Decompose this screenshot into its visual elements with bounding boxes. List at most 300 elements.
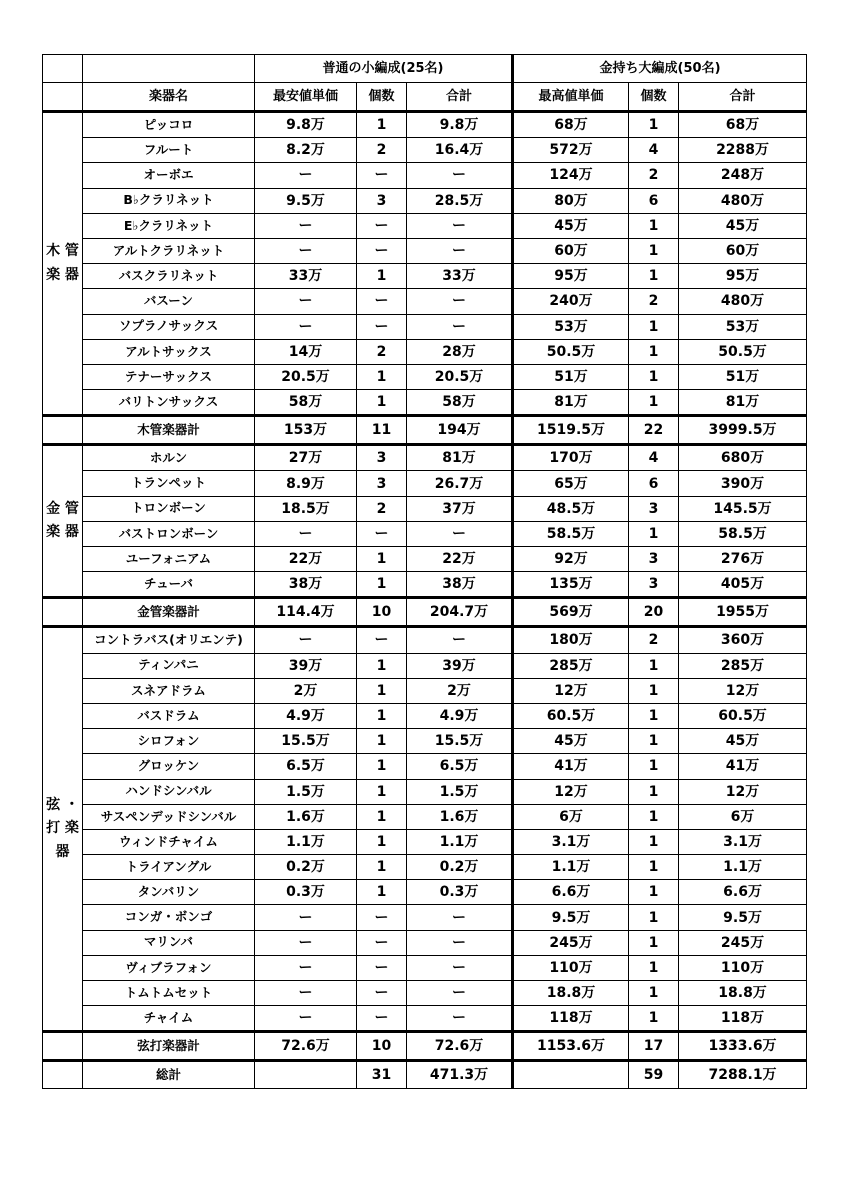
small-count-cell: ー: [357, 905, 407, 930]
max-unit-price-cell: 48.5万: [513, 496, 629, 521]
small-count-cell: 1: [357, 390, 407, 416]
min-unit-price-cell: 15.5万: [255, 729, 357, 754]
large-count-cell: 6: [629, 471, 679, 496]
large-total-cell: 248万: [679, 163, 807, 188]
small-total-cell: 194万: [407, 416, 513, 445]
large-total-cell: 6万: [679, 804, 807, 829]
small-total-cell: 26.7万: [407, 471, 513, 496]
instrument-name-cell: 弦打楽器計: [83, 1032, 255, 1061]
small-total-cell: ー: [407, 289, 513, 314]
small-count-cell: ー: [357, 981, 407, 1006]
section-label: 金 管 楽 器: [43, 445, 83, 598]
min-unit-price-cell: 20.5万: [255, 364, 357, 389]
min-unit-price-cell: ー: [255, 1006, 357, 1032]
instrument-name-cell: トムトムセット: [83, 981, 255, 1006]
large-total-cell: 45万: [679, 729, 807, 754]
small-count-cell: 31: [357, 1061, 407, 1089]
instrument-name-cell: チューバ: [83, 572, 255, 598]
large-total-cell: 60万: [679, 238, 807, 263]
max-unit-price-cell: 6万: [513, 804, 629, 829]
small-count-cell: 3: [357, 188, 407, 213]
max-unit-price-cell: 80万: [513, 188, 629, 213]
min-unit-price-cell: 2万: [255, 678, 357, 703]
large-count-cell: 1: [629, 955, 679, 980]
min-unit-price-cell: ー: [255, 905, 357, 930]
large-count-cell: 1: [629, 390, 679, 416]
table-row: [43, 1006, 807, 1032]
instrument-name-cell: E♭クラリネット: [83, 213, 255, 238]
min-unit-price-cell: 58万: [255, 390, 357, 416]
max-unit-price-cell: 60万: [513, 238, 629, 263]
large-total-cell: 12万: [679, 779, 807, 804]
small-count-cell: 1: [357, 703, 407, 728]
small-count-cell: 1: [357, 112, 407, 138]
instrument-name-cell: トロンボーン: [83, 496, 255, 521]
large-count-cell: 1: [629, 804, 679, 829]
large-total-cell: 2288万: [679, 138, 807, 163]
table-row: [43, 188, 807, 213]
table-row: [43, 829, 807, 854]
min-unit-price-cell: ー: [255, 930, 357, 955]
max-unit-price-cell: 50.5万: [513, 339, 629, 364]
large-count-cell: 2: [629, 163, 679, 188]
max-unit-price-cell: 285万: [513, 653, 629, 678]
max-unit-price-cell: 60.5万: [513, 703, 629, 728]
large-total-cell: 7288.1万: [679, 1061, 807, 1089]
min-unit-price-cell: 1.5万: [255, 779, 357, 804]
large-count-cell: 2: [629, 627, 679, 653]
large-count-cell: 6: [629, 188, 679, 213]
small-count-cell: 3: [357, 445, 407, 471]
small-count-cell: 10: [357, 598, 407, 627]
table-row: [43, 163, 807, 188]
table-row: [43, 264, 807, 289]
blank-label-cell: [43, 416, 83, 445]
small-total-cell: 9.8万: [407, 112, 513, 138]
instrument-name-cell: バストロンボーン: [83, 521, 255, 546]
table-row: [43, 445, 807, 471]
min-unit-price-cell: 72.6万: [255, 1032, 357, 1061]
small-count-cell: ー: [357, 930, 407, 955]
subtotal-row: [43, 1032, 807, 1061]
large-total-cell: 480万: [679, 188, 807, 213]
small-count-cell: 1: [357, 855, 407, 880]
large-count-cell: 1: [629, 238, 679, 263]
instrument-name-cell: ティンパニ: [83, 653, 255, 678]
small-total-cell: 81万: [407, 445, 513, 471]
max-unit-price-cell: 58.5万: [513, 521, 629, 546]
large-total-cell: 81万: [679, 390, 807, 416]
table-row: [43, 754, 807, 779]
table-row: [43, 390, 807, 416]
max-unit-price-cell: 180万: [513, 627, 629, 653]
small-total-cell: 1.5万: [407, 779, 513, 804]
min-unit-price-cell: 8.9万: [255, 471, 357, 496]
large-total-header: 合計: [679, 83, 807, 112]
table-row: [43, 880, 807, 905]
max-unit-price-cell: 12万: [513, 678, 629, 703]
large-total-cell: 405万: [679, 572, 807, 598]
min-unit-price-cell: 9.5万: [255, 188, 357, 213]
table-row: [43, 930, 807, 955]
instrument-name-cell: コンガ・ボンゴ: [83, 905, 255, 930]
small-total-cell: 38万: [407, 572, 513, 598]
max-unit-price-cell: 92万: [513, 547, 629, 572]
table-row: [43, 496, 807, 521]
min-unit-price-cell: 4.9万: [255, 703, 357, 728]
large-total-cell: 480万: [679, 289, 807, 314]
table-row: [43, 627, 807, 653]
large-total-cell: 276万: [679, 547, 807, 572]
min-unit-price-cell: [255, 1061, 357, 1089]
large-count-cell: 1: [629, 729, 679, 754]
table-row: [43, 547, 807, 572]
large-count-cell: 1: [629, 880, 679, 905]
corner-cell: [43, 55, 83, 83]
blank-label-cell: [43, 1061, 83, 1089]
table-row: [43, 678, 807, 703]
table-row: [43, 905, 807, 930]
large-count-cell: 1: [629, 855, 679, 880]
small-total-cell: 28万: [407, 339, 513, 364]
table-row: [43, 238, 807, 263]
large-total-cell: 68万: [679, 112, 807, 138]
large-count-cell: 4: [629, 445, 679, 471]
instrument-name-cell: アルトサックス: [83, 339, 255, 364]
instrument-name-cell: バスーン: [83, 289, 255, 314]
large-count-cell: 1: [629, 653, 679, 678]
large-count-cell: 1: [629, 339, 679, 364]
small-total-cell: ー: [407, 521, 513, 546]
small-total-cell: 15.5万: [407, 729, 513, 754]
large-total-cell: 245万: [679, 930, 807, 955]
large-group-header: 金持ち大編成(50名): [513, 55, 807, 83]
small-count-cell: 1: [357, 804, 407, 829]
small-count-cell: 1: [357, 779, 407, 804]
small-total-cell: 4.9万: [407, 703, 513, 728]
instrument-name-cell: チャイム: [83, 1006, 255, 1032]
large-total-cell: 390万: [679, 471, 807, 496]
max-unit-price-cell: 110万: [513, 955, 629, 980]
min-unit-price-cell: 114.4万: [255, 598, 357, 627]
small-count-cell: 1: [357, 729, 407, 754]
max-unit-price-cell: 1153.6万: [513, 1032, 629, 1061]
table-row: [43, 289, 807, 314]
large-count-cell: 1: [629, 364, 679, 389]
grand-total-row: [43, 1061, 807, 1089]
large-total-cell: 50.5万: [679, 339, 807, 364]
large-total-cell: 1333.6万: [679, 1032, 807, 1061]
small-total-cell: ー: [407, 1006, 513, 1032]
corner-cell: [43, 83, 83, 112]
max-unit-price-cell: 572万: [513, 138, 629, 163]
min-unit-price-cell: ー: [255, 314, 357, 339]
small-total-cell: ー: [407, 981, 513, 1006]
table-row: [43, 471, 807, 496]
small-total-cell: 16.4万: [407, 138, 513, 163]
min-unit-price-cell: ー: [255, 289, 357, 314]
section-label: 木 管 楽 器: [43, 112, 83, 416]
min-unit-price-cell: 6.5万: [255, 754, 357, 779]
instrument-name-cell: コントラバス(オリエンテ): [83, 627, 255, 653]
min-unit-price-cell: 9.8万: [255, 112, 357, 138]
small-count-cell: ー: [357, 238, 407, 263]
small-total-cell: 28.5万: [407, 188, 513, 213]
large-count-cell: 1: [629, 1006, 679, 1032]
blank-label-cell: [43, 1032, 83, 1061]
max-unit-price-cell: 245万: [513, 930, 629, 955]
small-count-cell: 2: [357, 496, 407, 521]
large-count-cell: 1: [629, 314, 679, 339]
max-unit-price-cell: 95万: [513, 264, 629, 289]
instrument-name-cell: ヴィブラフォン: [83, 955, 255, 980]
max-unit-price-cell: 53万: [513, 314, 629, 339]
max-unit-price-cell: 81万: [513, 390, 629, 416]
max-unit-price-cell: 51万: [513, 364, 629, 389]
large-count-cell: 17: [629, 1032, 679, 1061]
large-count-cell: 1: [629, 905, 679, 930]
instrument-name-cell: バリトンサックス: [83, 390, 255, 416]
instrument-name-cell: フルート: [83, 138, 255, 163]
blank-label-cell: [43, 598, 83, 627]
max-unit-price-cell: 6.6万: [513, 880, 629, 905]
large-count-cell: 20: [629, 598, 679, 627]
table-row: [43, 855, 807, 880]
instrument-name-cell: 木管楽器計: [83, 416, 255, 445]
instrument-name-cell: オーボエ: [83, 163, 255, 188]
section-label: 弦 ・ 打 楽 器: [43, 627, 83, 1032]
small-total-cell: 1.1万: [407, 829, 513, 854]
large-count-cell: 1: [629, 521, 679, 546]
table-row: [43, 213, 807, 238]
table-row: [43, 521, 807, 546]
instrument-name-cell: バスクラリネット: [83, 264, 255, 289]
small-count-cell: 2: [357, 339, 407, 364]
instrument-name-cell: B♭クラリネット: [83, 188, 255, 213]
small-total-cell: ー: [407, 213, 513, 238]
column-header-row: [43, 83, 807, 112]
instrument-name-cell: トランペット: [83, 471, 255, 496]
max-unit-price-cell: 18.8万: [513, 981, 629, 1006]
small-total-cell: ー: [407, 314, 513, 339]
max-unit-price-cell: 9.5万: [513, 905, 629, 930]
small-total-cell: 471.3万: [407, 1061, 513, 1089]
max-unit-price-cell: 12万: [513, 779, 629, 804]
instrument-budget-table: [42, 54, 807, 1089]
large-total-cell: 3.1万: [679, 829, 807, 854]
max-unit-price-cell: [513, 1061, 629, 1089]
subtotal-row: [43, 416, 807, 445]
max-unit-price-cell: 118万: [513, 1006, 629, 1032]
instrument-name-cell: ソプラノサックス: [83, 314, 255, 339]
small-total-cell: 0.3万: [407, 880, 513, 905]
small-total-cell: 39万: [407, 653, 513, 678]
large-total-cell: 60.5万: [679, 703, 807, 728]
small-total-cell: 72.6万: [407, 1032, 513, 1061]
large-count-cell: 1: [629, 779, 679, 804]
large-count-cell: 1: [629, 930, 679, 955]
small-total-cell: 58万: [407, 390, 513, 416]
large-count-cell: 1: [629, 213, 679, 238]
min-unit-price-header: 最安値単価: [255, 83, 357, 112]
table-row: [43, 779, 807, 804]
instrument-name-cell: グロッケン: [83, 754, 255, 779]
large-count-cell: 1: [629, 112, 679, 138]
instrument-name-cell: テナーサックス: [83, 364, 255, 389]
small-count-cell: ー: [357, 627, 407, 653]
instrument-name-cell: トライアングル: [83, 855, 255, 880]
large-total-cell: 12万: [679, 678, 807, 703]
min-unit-price-cell: ー: [255, 163, 357, 188]
min-unit-price-cell: ー: [255, 627, 357, 653]
min-unit-price-cell: 0.2万: [255, 855, 357, 880]
small-total-cell: 0.2万: [407, 855, 513, 880]
large-count-header: 個数: [629, 83, 679, 112]
large-total-cell: 145.5万: [679, 496, 807, 521]
large-total-cell: 45万: [679, 213, 807, 238]
small-count-cell: 1: [357, 364, 407, 389]
group-header-row: [43, 55, 807, 83]
large-count-cell: 1: [629, 264, 679, 289]
large-total-cell: 3999.5万: [679, 416, 807, 445]
small-total-cell: 1.6万: [407, 804, 513, 829]
small-count-cell: 3: [357, 471, 407, 496]
min-unit-price-cell: 18.5万: [255, 496, 357, 521]
large-total-cell: 18.8万: [679, 981, 807, 1006]
small-total-cell: 6.5万: [407, 754, 513, 779]
small-total-cell: 37万: [407, 496, 513, 521]
max-unit-price-cell: 68万: [513, 112, 629, 138]
large-count-cell: 3: [629, 547, 679, 572]
instrument-name-cell: ピッコロ: [83, 112, 255, 138]
small-total-cell: ー: [407, 163, 513, 188]
small-count-cell: 1: [357, 880, 407, 905]
small-group-header: 普通の小編成(25名): [255, 55, 513, 83]
small-count-cell: 1: [357, 547, 407, 572]
max-unit-price-cell: 124万: [513, 163, 629, 188]
min-unit-price-cell: ー: [255, 213, 357, 238]
large-count-cell: 1: [629, 829, 679, 854]
min-unit-price-cell: 0.3万: [255, 880, 357, 905]
small-count-cell: 2: [357, 138, 407, 163]
instrument-name-cell: スネアドラム: [83, 678, 255, 703]
max-unit-price-cell: 135万: [513, 572, 629, 598]
large-total-cell: 9.5万: [679, 905, 807, 930]
small-count-cell: 1: [357, 754, 407, 779]
instrument-name-cell: 総計: [83, 1061, 255, 1089]
large-count-cell: 1: [629, 754, 679, 779]
small-total-cell: ー: [407, 238, 513, 263]
small-count-cell: 11: [357, 416, 407, 445]
large-count-cell: 1: [629, 678, 679, 703]
large-total-cell: 118万: [679, 1006, 807, 1032]
small-count-cell: ー: [357, 314, 407, 339]
max-unit-price-cell: 1.1万: [513, 855, 629, 880]
large-total-cell: 360万: [679, 627, 807, 653]
small-count-cell: ー: [357, 521, 407, 546]
instrument-name-cell: タンバリン: [83, 880, 255, 905]
table-row: [43, 112, 807, 138]
large-count-cell: 4: [629, 138, 679, 163]
large-count-cell: 1: [629, 703, 679, 728]
large-total-cell: 1955万: [679, 598, 807, 627]
min-unit-price-cell: 22万: [255, 547, 357, 572]
min-unit-price-cell: ー: [255, 238, 357, 263]
instrument-name-cell: 金管楽器計: [83, 598, 255, 627]
instrument-name-cell: ユーフォニアム: [83, 547, 255, 572]
table-row: [43, 138, 807, 163]
large-count-cell: 3: [629, 496, 679, 521]
large-total-cell: 680万: [679, 445, 807, 471]
max-unit-price-cell: 569万: [513, 598, 629, 627]
small-count-cell: ー: [357, 1006, 407, 1032]
max-unit-price-cell: 45万: [513, 213, 629, 238]
large-total-cell: 58.5万: [679, 521, 807, 546]
instrument-name-cell: シロフォン: [83, 729, 255, 754]
small-total-header: 合計: [407, 83, 513, 112]
small-count-cell: ー: [357, 955, 407, 980]
table-row: [43, 804, 807, 829]
table-row: [43, 729, 807, 754]
small-count-cell: 1: [357, 678, 407, 703]
large-count-cell: 59: [629, 1061, 679, 1089]
large-count-cell: 22: [629, 416, 679, 445]
table-row: [43, 703, 807, 728]
small-total-cell: 2万: [407, 678, 513, 703]
small-total-cell: 33万: [407, 264, 513, 289]
min-unit-price-cell: 33万: [255, 264, 357, 289]
min-unit-price-cell: 27万: [255, 445, 357, 471]
min-unit-price-cell: ー: [255, 521, 357, 546]
small-total-cell: 20.5万: [407, 364, 513, 389]
min-unit-price-cell: 1.6万: [255, 804, 357, 829]
small-count-cell: 1: [357, 572, 407, 598]
small-total-cell: 204.7万: [407, 598, 513, 627]
table-row: [43, 339, 807, 364]
table-row: [43, 364, 807, 389]
small-total-cell: ー: [407, 955, 513, 980]
large-total-cell: 1.1万: [679, 855, 807, 880]
subtotal-row: [43, 598, 807, 627]
instrument-name-cell: ホルン: [83, 445, 255, 471]
instrument-name-cell: ウィンドチャイム: [83, 829, 255, 854]
instrument-header: 楽器名: [83, 83, 255, 112]
table-row: [43, 981, 807, 1006]
large-total-cell: 41万: [679, 754, 807, 779]
large-total-cell: 95万: [679, 264, 807, 289]
max-unit-price-cell: 170万: [513, 445, 629, 471]
min-unit-price-cell: 14万: [255, 339, 357, 364]
small-count-cell: ー: [357, 289, 407, 314]
large-total-cell: 51万: [679, 364, 807, 389]
small-count-cell: ー: [357, 213, 407, 238]
max-unit-price-cell: 240万: [513, 289, 629, 314]
min-unit-price-cell: 1.1万: [255, 829, 357, 854]
min-unit-price-cell: 153万: [255, 416, 357, 445]
max-unit-price-cell: 65万: [513, 471, 629, 496]
max-unit-price-cell: 1519.5万: [513, 416, 629, 445]
instrument-name-cell: ハンドシンバル: [83, 779, 255, 804]
large-count-cell: 3: [629, 572, 679, 598]
small-count-cell: 1: [357, 653, 407, 678]
small-count-cell: 1: [357, 264, 407, 289]
instrument-name-cell: マリンバ: [83, 930, 255, 955]
small-count-cell: 1: [357, 829, 407, 854]
min-unit-price-cell: 8.2万: [255, 138, 357, 163]
small-count-cell: ー: [357, 163, 407, 188]
small-total-cell: ー: [407, 627, 513, 653]
max-unit-price-cell: 3.1万: [513, 829, 629, 854]
